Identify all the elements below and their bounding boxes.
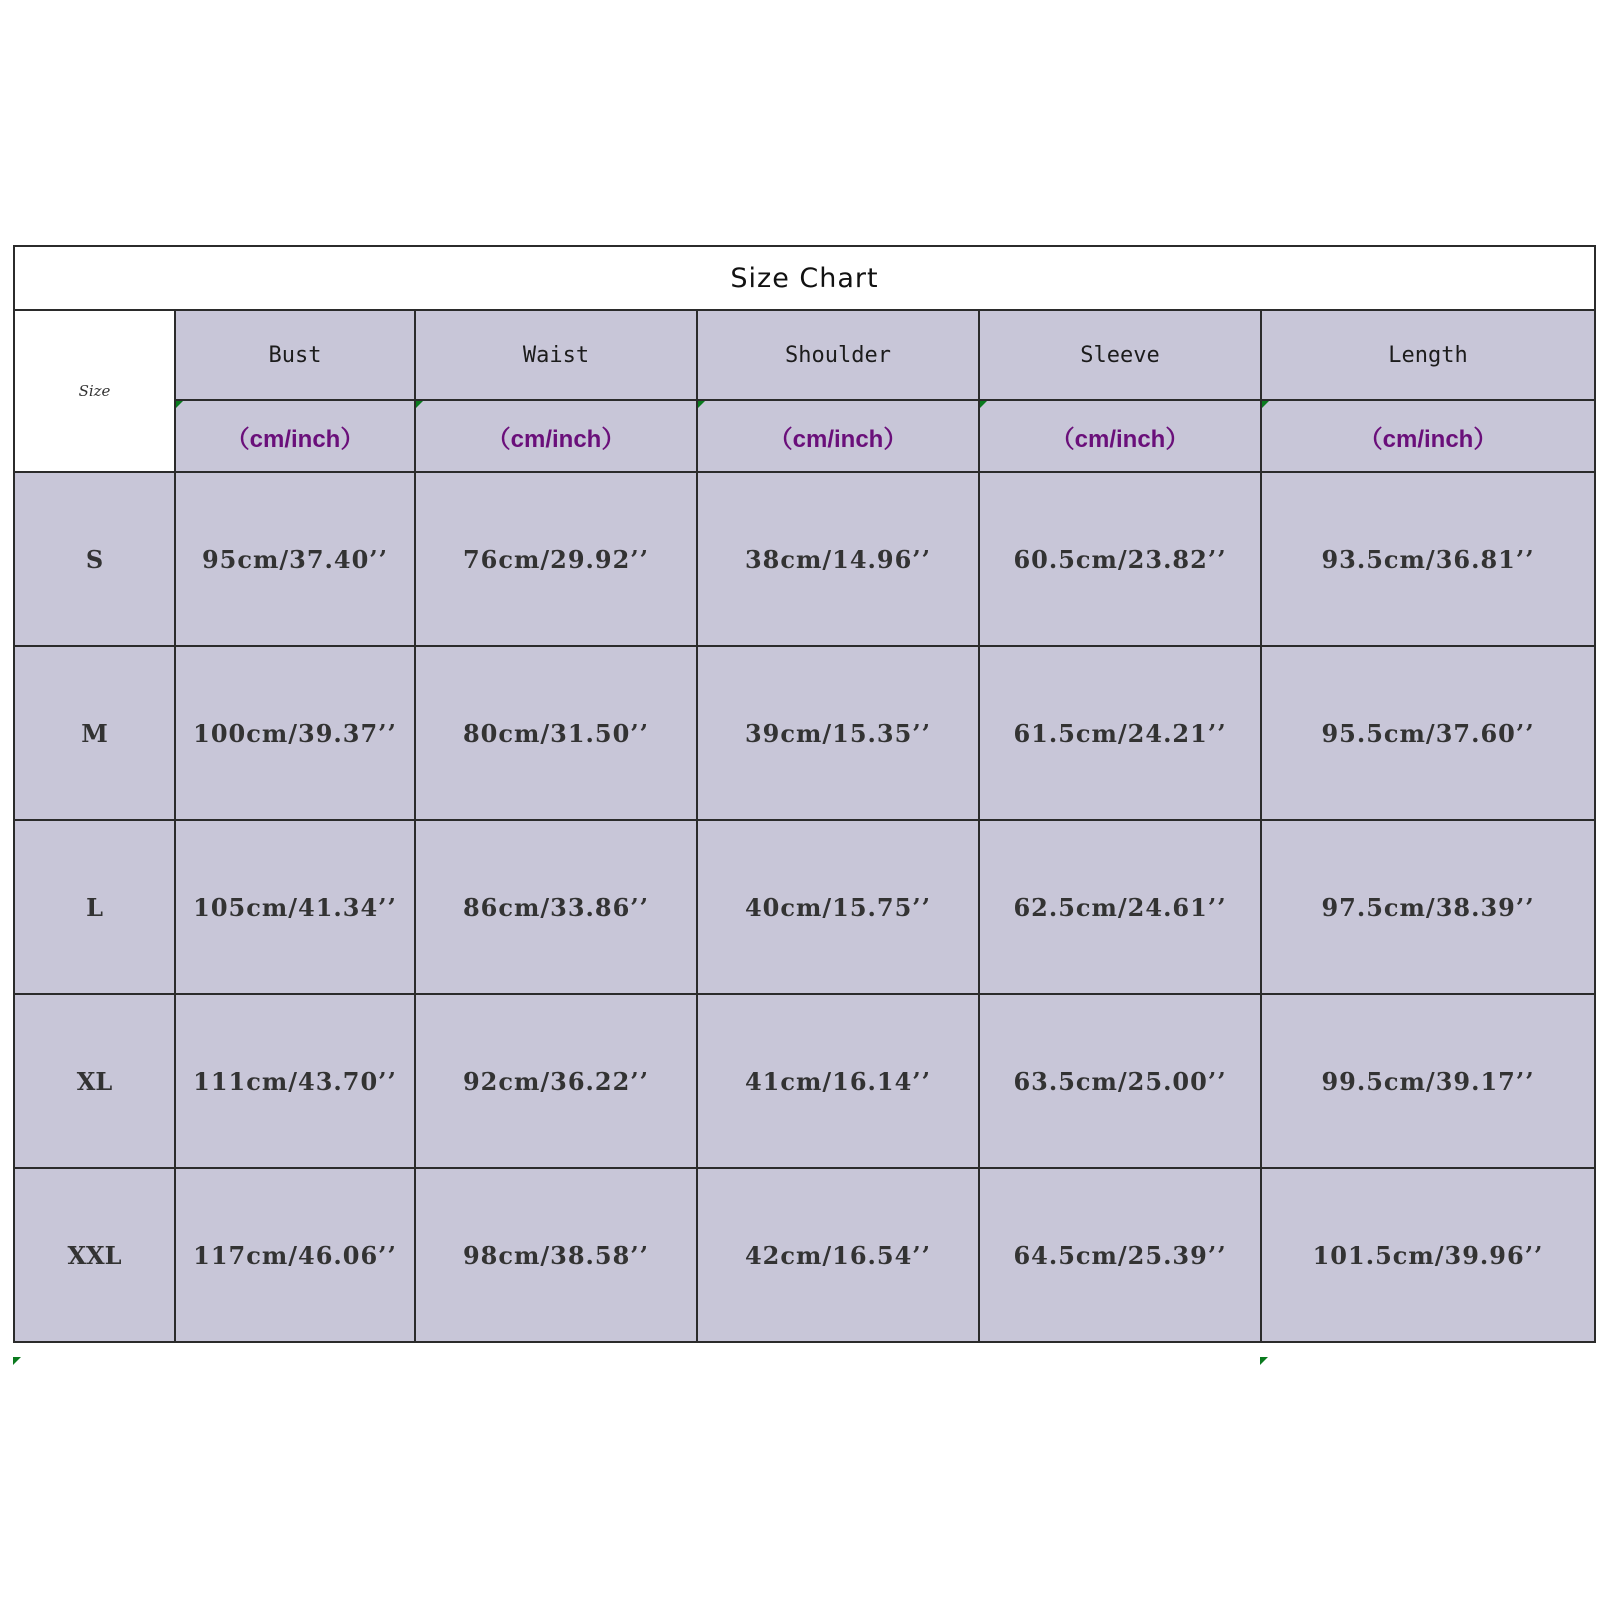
waist-value: 98cm/38.58’’ <box>415 1168 697 1342</box>
length-value: 99.5cm/39.17’’ <box>1261 994 1595 1168</box>
size-cell: M <box>14 646 175 820</box>
table-row <box>14 820 1595 994</box>
shoulder-value: 41cm/16.14’’ <box>697 994 979 1168</box>
unit-text: （cm/inch） <box>225 425 365 453</box>
unit-text: （cm/inch） <box>1358 425 1498 453</box>
unit-text: （cm/inch） <box>486 425 626 453</box>
unit-text: （cm/inch） <box>1050 425 1190 453</box>
column-header-waist: Waist <box>415 310 697 400</box>
bust-value: 105cm/41.34’’ <box>175 820 415 994</box>
table-row <box>14 646 1595 820</box>
sleeve-value: 60.5cm/23.82’’ <box>979 472 1261 646</box>
sleeve-value: 64.5cm/25.39’’ <box>979 1168 1261 1342</box>
table-row <box>14 1168 1595 1342</box>
corner-marker-icon <box>698 401 705 408</box>
length-value: 101.5cm/39.96’’ <box>1261 1168 1595 1342</box>
table-row <box>14 994 1595 1168</box>
title-row <box>14 246 1595 310</box>
shoulder-value: 38cm/14.96’’ <box>697 472 979 646</box>
table-row <box>14 472 1595 646</box>
column-header-length: Length <box>1261 310 1595 400</box>
column-header-shoulder: Shoulder <box>697 310 979 400</box>
bust-value: 111cm/43.70’’ <box>175 994 415 1168</box>
size-cell: L <box>14 820 175 994</box>
length-value: 95.5cm/37.60’’ <box>1261 646 1595 820</box>
unit-label-waist <box>415 400 697 472</box>
sleeve-value: 62.5cm/24.61’’ <box>979 820 1261 994</box>
unit-label-bust <box>175 400 415 472</box>
waist-value: 76cm/29.92’’ <box>415 472 697 646</box>
header-row <box>14 310 1595 400</box>
bust-value: 95cm/37.40’’ <box>175 472 415 646</box>
unit-label-sleeve <box>979 400 1261 472</box>
shoulder-value: 39cm/15.35’’ <box>697 646 979 820</box>
column-header-sleeve: Sleeve <box>979 310 1261 400</box>
bust-value: 100cm/39.37’’ <box>175 646 415 820</box>
column-header-bust: Bust <box>175 310 415 400</box>
corner-marker-icon <box>13 1357 21 1365</box>
size-column-label: Size <box>14 310 175 472</box>
unit-text: （cm/inch） <box>768 425 908 453</box>
sleeve-value: 63.5cm/25.00’’ <box>979 994 1261 1168</box>
unit-label-shoulder <box>697 400 979 472</box>
length-value: 97.5cm/38.39’’ <box>1261 820 1595 994</box>
shoulder-value: 40cm/15.75’’ <box>697 820 979 994</box>
corner-marker-icon <box>416 401 423 408</box>
length-value: 93.5cm/36.81’’ <box>1261 472 1595 646</box>
waist-value: 80cm/31.50’’ <box>415 646 697 820</box>
chart-title: Size Chart <box>14 246 1595 310</box>
waist-value: 92cm/36.22’’ <box>415 994 697 1168</box>
waist-value: 86cm/33.86’’ <box>415 820 697 994</box>
corner-marker-icon <box>1260 1357 1268 1365</box>
shoulder-value: 42cm/16.54’’ <box>697 1168 979 1342</box>
unit-row <box>14 400 1595 472</box>
corner-marker-icon <box>1262 401 1269 408</box>
corner-marker-icon <box>176 401 183 408</box>
size-cell: XL <box>14 994 175 1168</box>
bust-value: 117cm/46.06’’ <box>175 1168 415 1342</box>
size-cell: XXL <box>14 1168 175 1342</box>
corner-marker-icon <box>980 401 987 408</box>
sleeve-value: 61.5cm/24.21’’ <box>979 646 1261 820</box>
size-cell: S <box>14 472 175 646</box>
unit-label-length <box>1261 400 1595 472</box>
size-chart-table <box>13 245 1596 1343</box>
